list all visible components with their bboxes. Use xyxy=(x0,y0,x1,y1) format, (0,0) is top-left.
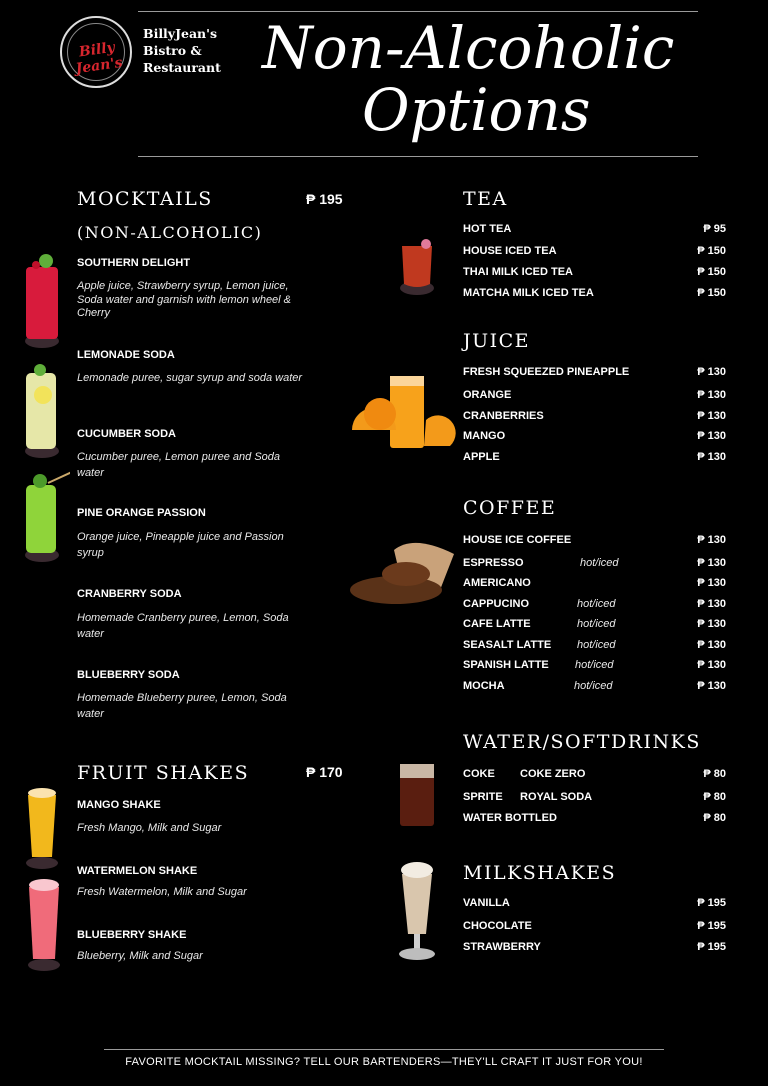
juice-item-price: ₱ 130 xyxy=(697,410,726,422)
coffee-item-name: AMERICANO xyxy=(463,577,531,589)
juice-item-price: ₱ 130 xyxy=(697,389,726,401)
tea-glass-icon xyxy=(400,239,434,295)
brand-logo xyxy=(60,16,132,88)
page-title-line1: Non-Alcoholic xyxy=(262,14,675,82)
softdrink-item-name: SPRITE xyxy=(463,791,503,803)
milkshake-item-name: STRAWBERRY xyxy=(463,941,541,953)
coffee-item-name: SPANISH LATTE xyxy=(463,659,549,671)
tea-item-price: ₱ 95 xyxy=(703,223,726,235)
softdrink-item-price: ₱ 80 xyxy=(703,791,726,803)
coffee-item-note: hot/iced xyxy=(577,639,616,651)
milkshake-item-price: ₱ 195 xyxy=(697,941,726,953)
mocktail-item-desc: Homemade Cranberry puree, Lemon, Soda water xyxy=(77,612,289,640)
coffee-item-name: CAFE LATTE xyxy=(463,618,531,630)
milkshakes-heading: MILKSHAKES xyxy=(463,862,617,884)
softdrink-item-name: WATER BOTTLED xyxy=(463,812,557,824)
coffee-item-price: ₱ 130 xyxy=(697,659,726,671)
tea-item-name: MATCHA MILK ICED TEA xyxy=(463,287,594,299)
coffee-item-note: hot/iced xyxy=(577,618,616,630)
mocktail-item-desc: Orange juice, Pineapple juice and Passion syrup xyxy=(77,531,284,559)
mocktails-price: ₱ 195 xyxy=(306,191,343,207)
tea-item-name: HOT TEA xyxy=(463,223,512,235)
drink-illustrations-left xyxy=(18,245,70,975)
orange-juice-icon xyxy=(352,376,456,448)
coffee-heading: COFFEE xyxy=(463,497,557,519)
mango-shake-glass-icon xyxy=(26,788,58,869)
juice-item-price: ₱ 130 xyxy=(697,430,726,442)
fruit-shakes-heading: FRUIT SHAKES xyxy=(77,762,250,784)
mocktails-heading: MOCKTAILS xyxy=(77,188,213,210)
juice-item-price: ₱ 130 xyxy=(697,451,726,463)
coffee-item-price: ₱ 130 xyxy=(697,680,726,692)
coffee-item-price: ₱ 130 xyxy=(697,534,726,546)
coffee-item-price: ₱ 130 xyxy=(697,639,726,651)
shake-item-name: MANGO SHAKE xyxy=(77,799,161,811)
mocktail-item-desc: Cucumber puree, Lemon puree and Soda water xyxy=(77,451,281,479)
header-bottom-rule xyxy=(138,156,698,157)
tea-item-name: HOUSE ICED TEA xyxy=(463,245,557,257)
mocktail-item-desc: Apple juice, Strawberry syrup, Lemon juice, Soda water and garnish with lemon wheel & Cherry xyxy=(77,280,292,319)
milkshake-item-price: ₱ 195 xyxy=(697,897,726,909)
coffee-item-note: hot/iced xyxy=(577,598,616,610)
juice-heading: JUICE xyxy=(463,330,531,352)
footer-note: FAVORITE MOCKTAIL MISSING? TELL OUR BARTENDERS—THEY'LL CRAFT IT JUST FOR YOU! xyxy=(125,1056,643,1068)
juice-item-name: CRANBERRIES xyxy=(463,410,544,422)
coffee-item-note: hot/iced xyxy=(574,680,613,692)
shake-item-desc: Blueberry, Milk and Sugar xyxy=(77,950,203,962)
milkshake-item-name: CHOCOLATE xyxy=(463,920,532,932)
shake-item-name: WATERMELON SHAKE xyxy=(77,865,198,877)
mocktail-item-name: CUCUMBER SODA xyxy=(77,428,176,440)
southern-delight-glass-icon xyxy=(25,254,59,348)
watermelon-shake-glass-icon xyxy=(28,879,60,971)
footer-rule xyxy=(104,1049,664,1050)
juice-item-name: FRESH SQUEEZED PINEAPPLE xyxy=(463,366,630,378)
coffee-beans-sack-icon xyxy=(350,543,454,604)
water-softdrinks-heading: WATER/SOFTDRINKS xyxy=(463,731,701,753)
softdrink-item-name: COKE xyxy=(463,768,495,780)
lemonade-soda-glass-icon xyxy=(25,364,59,458)
coffee-item-note: hot/iced xyxy=(580,557,619,569)
juice-item-name: APPLE xyxy=(463,451,500,463)
softdrink-item-name-alt: ROYAL SODA xyxy=(520,791,593,803)
header-top-rule xyxy=(138,11,698,12)
coffee-item-name: SEASALT LATTE xyxy=(463,639,552,651)
milkshake-item-name: VANILLA xyxy=(463,897,510,909)
coffee-item-price: ₱ 130 xyxy=(697,618,726,630)
juice-item-name: MANGO xyxy=(463,430,506,442)
coffee-item-price: ₱ 130 xyxy=(697,557,726,569)
cola-glass-icon xyxy=(400,764,434,826)
mocktails-subheading: (NON-ALCOHOLIC) xyxy=(77,223,263,242)
shake-item-name: BLUEBERRY SHAKE xyxy=(77,929,187,941)
fruit-shakes-price: ₱ 170 xyxy=(306,764,343,780)
coffee-item-name: CAPPUCINO xyxy=(463,598,530,610)
softdrink-item-price: ₱ 80 xyxy=(703,812,726,824)
coffee-item-name: HOUSE ICE COFFEE xyxy=(463,534,572,546)
drink-illustrations-right xyxy=(344,234,456,966)
coffee-item-name: MOCHA xyxy=(463,680,505,692)
shake-item-desc: Fresh Watermelon, Milk and Sugar xyxy=(77,886,247,898)
milkshake-item-price: ₱ 195 xyxy=(697,920,726,932)
page-title-line2: Options xyxy=(362,76,591,144)
tea-item-name: THAI MILK ICED TEA xyxy=(463,266,573,278)
mocktail-item-name: LEMONADE SODA xyxy=(77,349,175,361)
brand-name: BillyJean's Bistro & Restaurant xyxy=(143,26,221,75)
mocktail-item-desc: Lemonade puree, sugar syrup and soda water xyxy=(77,372,303,384)
coffee-item-name: ESPRESSO xyxy=(463,557,524,569)
mocktail-item-name: CRANBERRY SODA xyxy=(77,588,182,600)
coffee-item-note: hot/iced xyxy=(575,659,614,671)
shake-item-desc: Fresh Mango, Milk and Sugar xyxy=(77,822,222,834)
juice-item-name: ORANGE xyxy=(463,389,512,401)
mocktail-item-desc: Homemade Blueberry puree, Lemon, Soda water xyxy=(77,692,287,720)
cucumber-soda-glass-icon xyxy=(25,471,70,562)
mocktail-item-name: PINE ORANGE PASSION xyxy=(77,507,206,519)
mocktail-item-name: SOUTHERN DELIGHT xyxy=(77,257,191,269)
coffee-item-price: ₱ 130 xyxy=(697,577,726,589)
tea-heading: TEA xyxy=(463,188,508,210)
juice-item-price: ₱ 130 xyxy=(697,366,726,378)
tea-item-price: ₱ 150 xyxy=(697,287,726,299)
tea-item-price: ₱ 150 xyxy=(697,245,726,257)
coffee-item-price: ₱ 130 xyxy=(697,598,726,610)
softdrink-item-price: ₱ 80 xyxy=(703,768,726,780)
tea-item-price: ₱ 150 xyxy=(697,266,726,278)
milkshake-glass-icon xyxy=(399,862,435,960)
softdrink-item-name-alt: COKE ZERO xyxy=(520,768,586,780)
mocktail-item-name: BLUEBERRY SODA xyxy=(77,669,180,681)
brand-logo-script: Billy Jean's xyxy=(74,39,124,78)
